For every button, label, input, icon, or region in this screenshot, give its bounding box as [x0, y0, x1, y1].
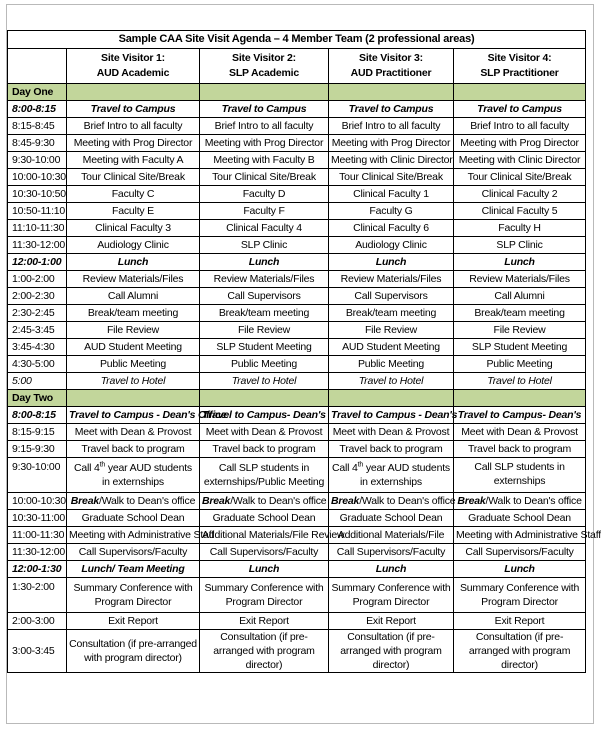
agenda-cell: Consultation (if pre-arranged with program director) — [67, 630, 200, 673]
agenda-cell: Meeting with Clinic Director — [454, 152, 586, 169]
time-cell: 9:30-10:00 — [8, 458, 67, 493]
day-one-label: Day One — [8, 84, 67, 101]
agenda-cell: Lunch — [329, 254, 454, 271]
time-cell: 2:45-3:45 — [8, 322, 67, 339]
agenda-cell: Summary Conference with Program Director — [329, 578, 454, 613]
header-site-visitor-4: Site Visitor 4: SLP Practitioner — [454, 49, 586, 84]
agenda-cell: AUD Student Meeting — [67, 339, 200, 356]
agenda-cell: Graduate School Dean — [454, 510, 586, 527]
agenda-cell: Review Materials/Files — [200, 271, 329, 288]
agenda-cell: AUD Student Meeting — [329, 339, 454, 356]
time-cell: 10:00-10:30 — [8, 493, 67, 510]
agenda-cell: Call Supervisors/Faculty — [200, 544, 329, 561]
agenda-row — [8, 271, 586, 288]
time-cell: 12:00-1:00 — [8, 254, 67, 271]
agenda-cell: Travel to Hotel — [67, 373, 200, 390]
time-cell: 8:00-8:15 — [8, 101, 67, 118]
agenda-row — [8, 373, 586, 390]
agenda-cell: Audiology Clinic — [329, 237, 454, 254]
agenda-row — [8, 305, 586, 322]
agenda-cell: Brief Intro to all faculty — [67, 118, 200, 135]
time-cell: 2:00-3:00 — [8, 613, 67, 630]
agenda-cell: Exit Report — [454, 613, 586, 630]
agenda-row — [8, 339, 586, 356]
time-cell: 10:00-10:30 — [8, 169, 67, 186]
agenda-cell: Review Materials/Files — [454, 271, 586, 288]
time-cell: 12:00-1:30 — [8, 561, 67, 578]
agenda-cell: Call Supervisors/Faculty — [67, 544, 200, 561]
agenda-cell: Exit Report — [67, 613, 200, 630]
agenda-cell: Consultation (if pre-arranged with program director) — [454, 630, 586, 673]
agenda-cell: Call Alumni — [67, 288, 200, 305]
agenda-cell: Travel to Campus — [67, 101, 200, 118]
agenda-cell: Public Meeting — [329, 356, 454, 373]
agenda-cell: Meet with Dean & Provost — [200, 424, 329, 441]
agenda-cell: Audiology Clinic — [67, 237, 200, 254]
agenda-cell: Summary Conference with Program Director — [200, 578, 329, 613]
agenda-cell: Lunch — [329, 561, 454, 578]
agenda-cell: Travel to Campus - Dean's Office — [67, 407, 200, 424]
time-cell: 10:30-10:50 — [8, 186, 67, 203]
agenda-cell: Travel back to program — [67, 441, 200, 458]
time-cell: 8:00-8:15 — [8, 407, 67, 424]
agenda-cell: Clinical Faculty 3 — [67, 220, 200, 237]
agenda-cell: Meeting with Faculty A — [67, 152, 200, 169]
agenda-cell: Meeting with Administrative Staff — [454, 527, 586, 544]
agenda-cell: SLP Student Meeting — [200, 339, 329, 356]
agenda-row — [8, 169, 586, 186]
time-cell: 11:30-12:00 — [8, 544, 67, 561]
agenda-cell: File Review — [200, 322, 329, 339]
agenda-cell: Public Meeting — [67, 356, 200, 373]
agenda-cell: Meeting with Faculty B — [200, 152, 329, 169]
agenda-cell: Lunch — [454, 561, 586, 578]
agenda-row — [8, 152, 586, 169]
agenda-title: Sample CAA Site Visit Agenda – 4 Member Team (2 professional areas) — [8, 31, 586, 49]
agenda-cell: Meeting with Prog Director — [200, 135, 329, 152]
agenda-cell: SLP Clinic — [200, 237, 329, 254]
agenda-cell: Consultation (if pre-arranged with program director) — [200, 630, 329, 673]
agenda-cell: Break/team meeting — [67, 305, 200, 322]
agenda-cell: Clinical Faculty 5 — [454, 203, 586, 220]
agenda-cell: Graduate School Dean — [329, 510, 454, 527]
agenda-cell: Public Meeting — [454, 356, 586, 373]
agenda-cell: Travel to Campus — [200, 101, 329, 118]
agenda-row — [8, 135, 586, 152]
time-cell: 10:50-11:10 — [8, 203, 67, 220]
agenda-cell: Faculty G — [329, 203, 454, 220]
agenda-cell: Break/Walk to Dean's office — [200, 493, 329, 510]
agenda-cell: Tour Clinical Site/Break — [329, 169, 454, 186]
agenda-cell: Break/Walk to Dean's office — [67, 493, 200, 510]
agenda-cell: Brief Intro to all faculty — [200, 118, 329, 135]
agenda-cell: Meeting with Clinic Director — [329, 152, 454, 169]
agenda-cell: Lunch — [200, 561, 329, 578]
agenda-row — [8, 322, 586, 339]
agenda-cell: Tour Clinical Site/Break — [200, 169, 329, 186]
agenda-cell: Lunch — [454, 254, 586, 271]
agenda-cell: Meet with Dean & Provost — [454, 424, 586, 441]
agenda-row — [8, 186, 586, 203]
agenda-cell: Tour Clinical Site/Break — [454, 169, 586, 186]
time-cell: 1:30-2:00 — [8, 578, 67, 613]
agenda-row — [8, 118, 586, 135]
agenda-cell: Clinical Faculty 4 — [200, 220, 329, 237]
agenda-cell: File Review — [67, 322, 200, 339]
agenda-cell: SLP Student Meeting — [454, 339, 586, 356]
agenda-cell: Travel back to program — [454, 441, 586, 458]
agenda-cell: Travel to Hotel — [329, 373, 454, 390]
agenda-cell: Tour Clinical Site/Break — [67, 169, 200, 186]
agenda-cell: Meeting with Prog Director — [67, 135, 200, 152]
agenda-cell: Travel back to program — [329, 441, 454, 458]
time-cell: 11:10-11:30 — [8, 220, 67, 237]
agenda-cell: Travel to Campus - Dean's — [329, 407, 454, 424]
agenda-cell: Meeting with Prog Director — [454, 135, 586, 152]
time-cell: 2:00-2:30 — [8, 288, 67, 305]
agenda-cell: Graduate School Dean — [200, 510, 329, 527]
agenda-row — [8, 203, 586, 220]
agenda-cell: SLP Clinic — [454, 237, 586, 254]
agenda-row — [8, 237, 586, 254]
agenda-cell: Consultation (if pre-arranged with program director) — [329, 630, 454, 673]
agenda-cell: Clinical Faculty 1 — [329, 186, 454, 203]
agenda-row — [8, 101, 586, 118]
agenda-cell: Call 4th year AUD students in externships — [67, 458, 200, 493]
agenda-cell: Review Materials/Files — [67, 271, 200, 288]
agenda-cell: Lunch — [67, 254, 200, 271]
agenda-cell: Call SLP students in externships — [454, 458, 586, 493]
time-cell: 3:00-3:45 — [8, 630, 67, 673]
agenda-cell: Travel to Campus- Dean's — [454, 407, 586, 424]
agenda-cell: Faculty F — [200, 203, 329, 220]
agenda-cell: Meeting with Prog Director — [329, 135, 454, 152]
time-cell: 11:00-11:30 — [8, 527, 67, 544]
agenda-cell: Meet with Dean & Provost — [329, 424, 454, 441]
time-cell: 1:00-2:00 — [8, 271, 67, 288]
agenda-cell: Meeting with Administrative Staff — [67, 527, 200, 544]
agenda-cell: Call Supervisors — [200, 288, 329, 305]
agenda-cell: Call SLP students in externships/Public Meeting — [200, 458, 329, 493]
time-cell: 3:45-4:30 — [8, 339, 67, 356]
agenda-cell: Call 4th year AUD students in externships — [329, 458, 454, 493]
agenda-cell: Call Alumni — [454, 288, 586, 305]
agenda-cell: Faculty D — [200, 186, 329, 203]
agenda-cell: Clinical Faculty 6 — [329, 220, 454, 237]
agenda-cell: Faculty C — [67, 186, 200, 203]
time-cell: 9:30-10:00 — [8, 152, 67, 169]
agenda-cell: Travel to Campus- Dean's — [200, 407, 329, 424]
agenda-row — [8, 220, 586, 237]
agenda-cell: Exit Report — [329, 613, 454, 630]
agenda-cell: Additional Materials/File — [329, 527, 454, 544]
agenda-row — [8, 288, 586, 305]
agenda-cell: Clinical Faculty 2 — [454, 186, 586, 203]
agenda-cell: Travel back to program — [200, 441, 329, 458]
agenda-cell: Faculty H — [454, 220, 586, 237]
agenda-cell: Call Supervisors/Faculty — [329, 544, 454, 561]
time-cell: 2:30-2:45 — [8, 305, 67, 322]
agenda-cell: Faculty E — [67, 203, 200, 220]
agenda-cell: Public Meeting — [200, 356, 329, 373]
agenda-cell: Lunch/ Team Meeting — [67, 561, 200, 578]
agenda-cell: Travel to Campus — [329, 101, 454, 118]
agenda-table — [7, 30, 601, 673]
agenda-cell: Exit Report — [200, 613, 329, 630]
agenda-row — [8, 254, 586, 271]
agenda-cell: Review Materials/Files — [329, 271, 454, 288]
header-time — [8, 49, 67, 84]
agenda-cell: File Review — [454, 322, 586, 339]
time-cell: 8:15-9:15 — [8, 424, 67, 441]
agenda-cell: File Review — [329, 322, 454, 339]
agenda-cell: Break/Walk to Dean's office — [454, 493, 586, 510]
agenda-row — [8, 356, 586, 373]
agenda-cell: Summary Conference with Program Director — [454, 578, 586, 613]
time-cell: 5:00 — [8, 373, 67, 390]
agenda-cell: Additional Materials/File Review — [200, 527, 329, 544]
time-cell: 8:15-8:45 — [8, 118, 67, 135]
agenda-cell: Travel to Hotel — [454, 373, 586, 390]
agenda-cell: Call Supervisors/Faculty — [454, 544, 586, 561]
agenda-cell: Lunch — [200, 254, 329, 271]
agenda-cell: Break/Walk to Dean's office — [329, 493, 454, 510]
time-cell: 10:30-11:00 — [8, 510, 67, 527]
header-site-visitor-1: Site Visitor 1: AUD Academic — [67, 49, 200, 84]
day-two-label: Day Two — [8, 390, 67, 407]
header-site-visitor-2: Site Visitor 2: SLP Academic — [200, 49, 329, 84]
header-site-visitor-3: Site Visitor 3: AUD Practitioner — [329, 49, 454, 84]
agenda-cell: Break/team meeting — [454, 305, 586, 322]
agenda-cell: Call Supervisors — [329, 288, 454, 305]
time-cell: 11:30-12:00 — [8, 237, 67, 254]
agenda-cell: Summary Conference with Program Director — [67, 578, 200, 613]
agenda-cell: Travel to Campus — [454, 101, 586, 118]
agenda-cell: Break/team meeting — [329, 305, 454, 322]
time-cell: 9:15-9:30 — [8, 441, 67, 458]
agenda-cell: Travel to Hotel — [200, 373, 329, 390]
agenda-cell: Brief Intro to all faculty — [454, 118, 586, 135]
agenda-cell: Graduate School Dean — [67, 510, 200, 527]
time-cell: 8:45-9:30 — [8, 135, 67, 152]
time-cell: 4:30-5:00 — [8, 356, 67, 373]
agenda-cell: Meet with Dean & Provost — [67, 424, 200, 441]
agenda-cell: Brief Intro to all faculty — [329, 118, 454, 135]
agenda-cell: Break/team meeting — [200, 305, 329, 322]
